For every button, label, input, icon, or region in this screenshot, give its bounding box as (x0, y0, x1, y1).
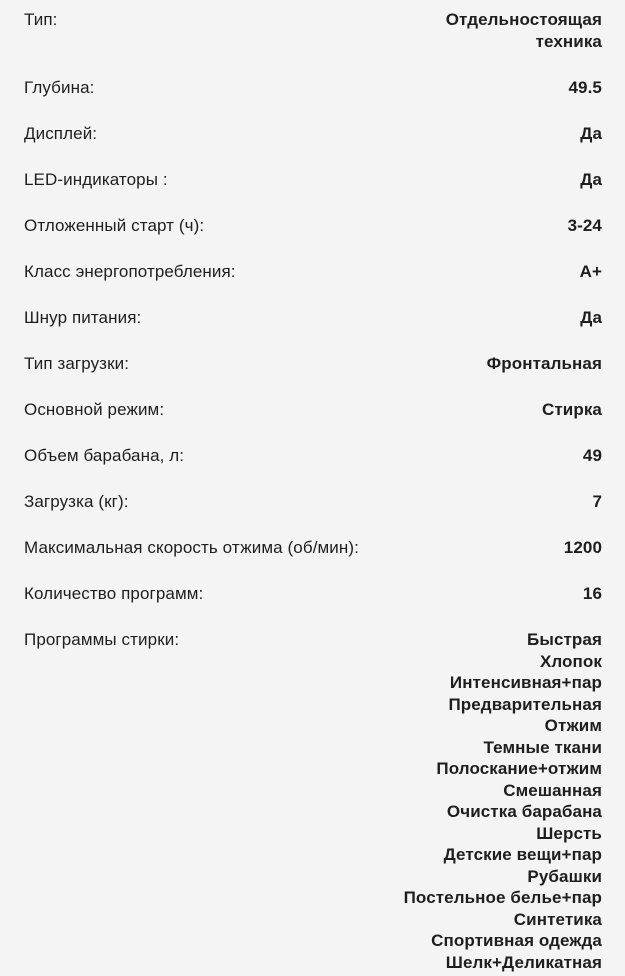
spec-value-line: Интенсивная+пар (449, 673, 602, 692)
spec-label: Тип загрузки: (24, 354, 130, 373)
spec-row (24, 123, 602, 145)
spec-row (24, 307, 602, 329)
spec-value-line: Детские вещи+пар (443, 845, 602, 864)
spec-row (24, 491, 602, 513)
spec-value: Фронтальная (486, 354, 602, 373)
spec-value: Отдельностоящая техника (445, 10, 602, 51)
spec-value-line: Смешанная (503, 780, 602, 800)
spec-value-line: Шерсть (536, 823, 602, 843)
spec-label: Объем барабана, л: (24, 446, 185, 465)
spec-label: Класс энергопотребления: (24, 262, 236, 281)
spec-value: Стирка (541, 400, 602, 419)
spec-value-line: Очистка барабана (446, 802, 602, 821)
spec-row (24, 445, 602, 467)
spec-label: Загрузка (кг): (24, 492, 129, 511)
spec-row (24, 261, 602, 283)
spec-value (404, 629, 602, 973)
spec-value: Да (580, 170, 602, 189)
spec-label: Основной режим: (24, 400, 165, 419)
spec-value: 3-24 (567, 216, 602, 235)
spec-row (24, 215, 602, 237)
spec-label: Количество программ: (24, 584, 204, 603)
spec-label: Дисплей: (24, 124, 98, 143)
spec-value-line: Полоскание+отжим (436, 759, 602, 778)
spec-value-line: Синтетика (513, 909, 602, 929)
spec-row (24, 399, 602, 421)
spec-label: Глубина: (24, 78, 95, 97)
spec-row (24, 537, 602, 559)
spec-value: 1200 (563, 538, 602, 557)
spec-value: 49.5 (568, 78, 602, 97)
spec-label: Шнур питания: (24, 308, 142, 327)
spec-value-line: Предварительная (448, 694, 602, 714)
spec-value-line: Спортивная одежда (431, 931, 602, 950)
spec-label: LED-индикаторы : (24, 170, 168, 189)
spec-value: А+ (579, 262, 602, 281)
spec-row (24, 353, 602, 375)
spec-label: Программы стирки: (24, 630, 180, 649)
spec-row (24, 583, 602, 605)
spec-value-line: Хлопок (539, 651, 602, 671)
spec-value: 7 (592, 492, 602, 511)
spec-value: 49 (582, 446, 602, 465)
spec-row (24, 9, 602, 53)
spec-value: Да (580, 124, 602, 143)
spec-value-line: Рубашки (527, 866, 602, 886)
spec-value-line: Шелк+Деликатная (445, 952, 602, 972)
spec-value-line: Отжим (544, 716, 602, 735)
spec-row (24, 77, 602, 99)
spec-label: Максимальная скорость отжима (об/мин): (24, 538, 359, 557)
spec-label: Тип: (24, 10, 58, 29)
spec-value-line: Быстрая (527, 630, 602, 649)
spec-value: 16 (582, 584, 602, 603)
spec-value-line: Постельное белье+пар (403, 888, 602, 907)
spec-row (24, 629, 602, 973)
spec-label: Отложенный старт (ч): (24, 216, 205, 235)
spec-row (24, 169, 602, 191)
spec-value: Да (580, 308, 602, 327)
spec-value-line: Темные ткани (483, 737, 602, 757)
